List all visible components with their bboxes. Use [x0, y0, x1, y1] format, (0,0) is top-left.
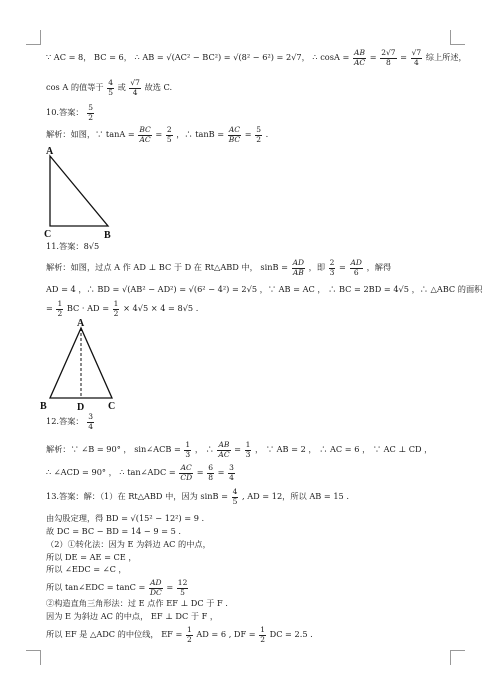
fraction: $\frac{AD}{DC}$: [149, 578, 162, 597]
fraction: $\frac{AD}{AB}$: [292, 258, 305, 277]
figure-right-triangle: [40, 146, 120, 240]
fraction: $\frac{AC}{BC}$: [228, 125, 241, 144]
fraction: $\frac{5}{2}$: [256, 125, 262, 144]
text-segment: ∵ AC = 8， BC = 6， ∴ AB = √(AC² − BC²) = √(8² − 6²) = 2√7， ∴ cosA =: [46, 52, 350, 62]
fraction: $\frac{1}{3}$: [245, 440, 251, 459]
fraction: $\frac{√7}{4}$: [130, 78, 140, 97]
fraction: $\frac{3}{4}$: [88, 412, 93, 431]
corner-mark-bottom-right: [450, 650, 465, 665]
answer-13-line-10: 所以 EF 是 △ADC 的中位线， EF = $\frac{1}{2}$ AD = 6 , DF = $\frac{1}{2}$ DC = 2.5 .: [46, 625, 313, 644]
fraction: $\frac{√7}{4}$: [411, 48, 422, 67]
fraction: $\frac{12}{5}$: [177, 578, 188, 597]
analysis-12-line-2: ∴ ∠ACD = 90° ， ∴ tan∠ADC = $\frac{AC}{CD}$ = $\frac{6}{8}$ = $\frac{3}{4}$: [46, 463, 234, 482]
fraction: $\frac{1}{2}$: [113, 299, 119, 318]
fraction: $\frac{1}{2}$: [260, 625, 266, 644]
fraction: $\frac{6}{8}$: [208, 463, 213, 482]
answer-13-line-5: 所以 DE = AE = CE ，: [46, 552, 137, 562]
fraction: $\frac{1}{2}$: [186, 625, 192, 644]
fraction: $\frac{AD}{6}$: [350, 258, 362, 277]
analysis-11-line-1: 解析：如图，过点 A 作 AD ⊥ BC 于 D 在 Rt△ABD 中， sinB = $\frac{AD}{AB}$ ，即 $\frac{2}{3}$ = $\frac{AD}{6}$ ，解得: [46, 258, 392, 277]
triangle-abc: [50, 156, 108, 226]
answer-13-line-8: ②构造直角三角形法：过 E 点作 EF ⊥ DC 于 F .: [46, 598, 228, 608]
vertex-label-b: B: [40, 401, 47, 412]
fraction: $\frac{2}{3}$: [329, 258, 335, 277]
fraction: $\frac{AC}{CD}$: [180, 463, 193, 482]
answer-13-line-7: 所以 tan∠EDC = tanC = $\frac{AD}{DC}$ = $\frac{12}{5}$: [46, 578, 188, 597]
answer-12: 12.答案： $\frac{3}{4}$: [46, 412, 93, 431]
fraction: $\frac{AB}{AC}$: [218, 440, 230, 459]
fraction: $\frac{4}{5}$: [232, 487, 238, 506]
fraction: $\frac{1}{2}$: [57, 299, 63, 318]
vertex-label-c: C: [108, 401, 116, 412]
line-q9-solution-1: ∵ AC = 8， BC = 6， ∴ AB = √(AC² − BC²) = √(8² − 6²) = 2√7， ∴ cosA = $\frac{AB}{AC}$ = $\frac{2√7}{8}$ = $\frac{√7}{4}$ 综上所述，: [46, 48, 467, 67]
point-label-d: D: [77, 402, 85, 412]
answer-10: 10.答案： $\frac{5}{2}$: [46, 103, 93, 122]
corner-mark-top-left: [26, 30, 41, 45]
fraction: $\frac{5}{2}$: [88, 103, 93, 122]
fraction: $\frac{2}{5}$: [166, 125, 172, 144]
fraction: $\frac{1}{3}$: [185, 440, 191, 459]
fraction: $\frac{4}{5}$: [108, 78, 113, 97]
answer-13-line-1: 13.答案：解：（1）在 Rt△ABD 中，因为 sinB = $\frac{4}{5}$ , AD = 12，所以 AB = 15 .: [46, 487, 349, 506]
line-q9-solution-2: cos A 的值等于 $\frac{4}{5}$ 或 $\frac{√7}{4}$ 故选 C.: [46, 78, 173, 97]
answer-13-line-3: 故 DC = BC − BD = 14 − 9 = 5 .: [46, 526, 182, 536]
text-segment: 综上所述，: [425, 52, 467, 62]
analysis-10: 解析：如图，∵ tanA = $\frac{BC}{AC}$ = $\frac{2}{5}$ ，∴ tanB = $\frac{AC}{BC}$ = $\frac{5}{2}$ .: [46, 125, 269, 144]
answer-13-line-6: 所以 ∠EDC = ∠C ，: [46, 564, 127, 574]
fraction: $\frac{3}{4}$: [229, 463, 234, 482]
vertex-label-b: B: [104, 230, 111, 240]
vertex-label-a: A: [77, 318, 85, 329]
vertex-label-c: C: [44, 229, 52, 240]
analysis-12-line-1: 解析：∵ ∠B = 90° ， sin∠ACB = $\frac{1}{3}$ ， ∴ $\frac{AB}{AC}$ = $\frac{1}{3}$ ， ∵ AB = 2 ， ∴ AC = 6 ， ∵ AC ⊥ CD ，: [46, 440, 433, 459]
corner-mark-top-right: [450, 30, 465, 45]
answer-13-line-9: 因为 E 为斜边 AC 的中点， EF ⊥ DC 于 F ，: [46, 611, 219, 621]
figure-isosceles-triangle: [36, 316, 126, 412]
analysis-11-line-2: AD = 4 ，∴ BD = √(AB² − AD²) = √(6² − 4²) = 2√5 ，∵ AB = AC ， ∴ BC = 2BD = 4√5 ，∴ △ABC 的面积: [46, 284, 483, 294]
analysis-11-line-3: = $\frac{1}{2}$ BC · AD = $\frac{1}{2}$ × 4√5 × 4 = 8√5 .: [46, 299, 199, 318]
fraction: $\frac{AB}{AC}$: [353, 48, 366, 67]
fraction: $\frac{BC}{AC}$: [139, 125, 151, 144]
vertex-label-a: A: [46, 146, 54, 157]
answer-11: 11.答案：8√5: [46, 241, 100, 251]
answer-13-line-4: （2）①转化法：因为 E 为斜边 AC 的中点，: [46, 539, 211, 549]
corner-mark-bottom-left: [26, 650, 41, 665]
fraction: $\frac{2√7}{8}$: [381, 48, 396, 67]
answer-13-line-2: 由勾股定理，得 BD = √(15² − 12²) = 9 .: [46, 513, 205, 523]
